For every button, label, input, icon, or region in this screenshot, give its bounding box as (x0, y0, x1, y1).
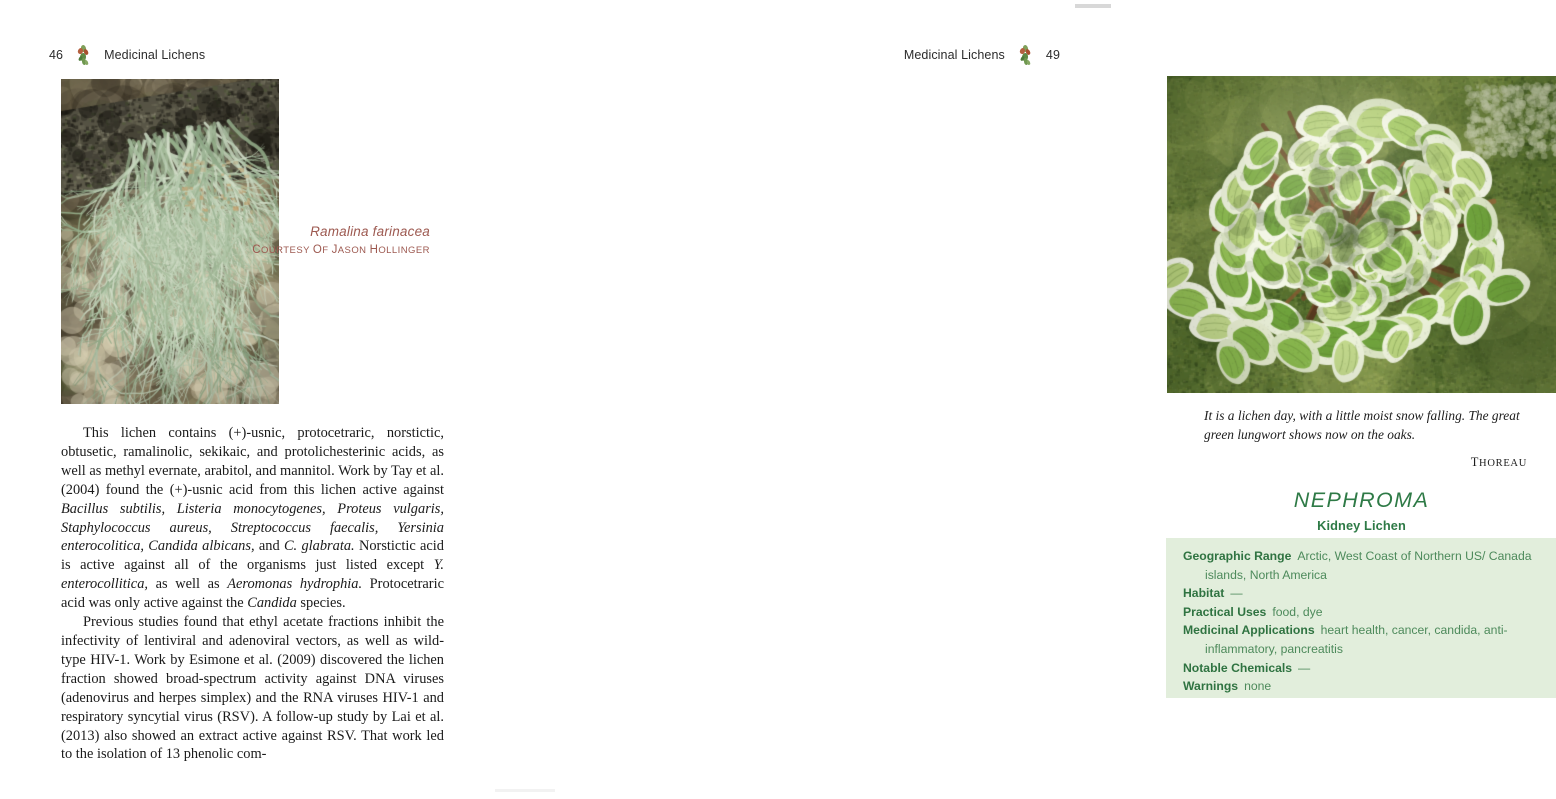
right-page-folio: 49 (1045, 48, 1060, 62)
fact-value: food, dye (1272, 604, 1323, 619)
genus-name: NEPHROMA (1293, 488, 1430, 512)
fact-label: Notable Chemicals (1183, 660, 1293, 675)
left-page-body-text (61, 424, 444, 764)
fact-label: Practical Uses (1183, 604, 1267, 619)
fact-value: Arctic, West Coast of Northern US/ Canada islands, North America (1205, 549, 1532, 582)
quotation-text: It is a lichen day, with a little moist snow falling. The great green lungwort shows now on the oaks. (1204, 408, 1520, 442)
fact-value: heart health, cancer, candida, anti-inflammatory, pancreatitis (1205, 623, 1508, 656)
fact-value: — (1298, 660, 1311, 675)
lichen-ornament-icon (77, 44, 90, 66)
fact-label: Medicinal Applications (1183, 623, 1315, 638)
right-page (558, 0, 1532, 799)
fact-label: Habitat (1183, 586, 1225, 601)
genus-heading-block (1167, 488, 1556, 533)
fact-value: none (1244, 679, 1272, 694)
body-paragraph-1: This lichen contains (+)-usnic, protocetraric, norstictic, obtusetic, ramalinolic, sekikaic, and protolichesterinic acids, as well as methyl evernate, arabitol, and mannitol. Work by Tay et al. (2004) found the (+)-usnic acid from this lichen active against Bacillus subtilis, Listeria monocytogenes, Proteus vulgaris, Staphylococcus aureus, Streptococcus faecalis, Yersinia enterocolitica, Candida albicans, and C. glabrata. Norstictic acid is active against all of the organisms just listed except Y. enterocollitica, as well as Aeromonas hydrophia. Protocetraric acid was only active against the Candida species. (61, 425, 444, 612)
fact-row (1183, 584, 1542, 603)
body-paragraph-2: Previous studies found that ethyl acetate fractions inhibit the infectivity of lentiviral and adenoviral vectors, as well as wild-type HIV-1. Work by Esimone et al. (2009) discovered the lichen fraction showed broad-spectrum activity against DNA viruses (adenovirus and herpes simplex) and the RNA viruses HIV-1 and respiratory syncytial virus (RSV). A follow-up study by Lai et al. (2013) also showed an extract active against RSV. That work led to the isolation of 13 phenolic com- (61, 614, 444, 763)
figure-caption-credit: COURTESY OF JASON HOLLINGER (252, 243, 430, 256)
fact-row (1183, 677, 1542, 696)
species-fact-box (1166, 538, 1556, 698)
genus-common-name: Kidney Lichen (1317, 517, 1406, 533)
nephroma-lichen-photo (1167, 76, 1556, 393)
right-running-head (904, 44, 1060, 66)
left-running-title: Medicinal Lichens (104, 48, 206, 62)
left-running-head (49, 44, 205, 66)
fact-label: Geographic Range (1183, 549, 1292, 563)
fact-value: — (1230, 586, 1243, 601)
figure-caption-species: Ramalina farinacea (310, 224, 430, 239)
fact-row (1183, 603, 1542, 622)
lichen-ornament-icon (1019, 44, 1032, 66)
quotation-attribution: THOREAU (1470, 455, 1527, 469)
figure-caption (197, 224, 430, 256)
right-running-title: Medicinal Lichens (903, 48, 1005, 62)
fact-row (1183, 621, 1542, 658)
thoreau-quotation (1204, 406, 1527, 473)
left-page-folio: 46 (49, 48, 64, 62)
fact-label: Warnings (1183, 679, 1239, 694)
fact-row (1183, 547, 1542, 584)
fact-row (1183, 659, 1542, 678)
left-page (0, 0, 557, 799)
